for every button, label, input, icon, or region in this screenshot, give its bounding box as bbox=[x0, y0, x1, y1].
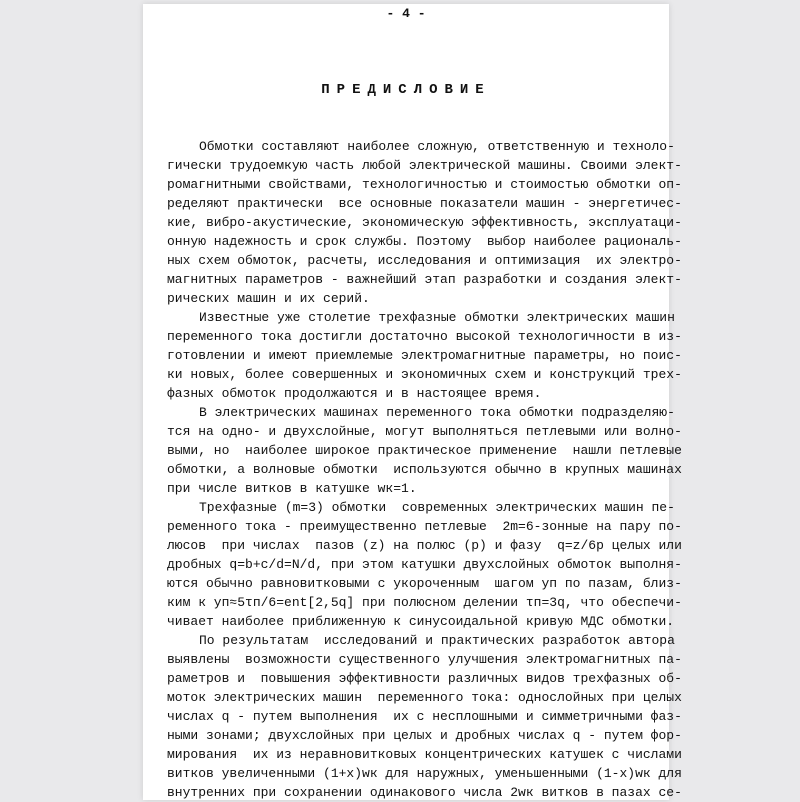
text-line: переменного тока достигли достаточно высокой технологичности в из- bbox=[167, 329, 682, 344]
paragraph bbox=[167, 631, 682, 802]
paragraph bbox=[167, 403, 682, 498]
text-line: онную надежность и срок службы. Поэтому выбор наиболее рациональ- bbox=[167, 234, 682, 249]
page-number: - 4 - bbox=[386, 6, 426, 21]
text-line: ределяют практически все основные показатели машин - энергетичес- bbox=[167, 196, 682, 211]
document-page bbox=[143, 4, 682, 800]
text-line: Известные уже столетие трехфазные обмотки электрических машин bbox=[199, 310, 675, 325]
text-line: ки новых, более совершенных и экономичных схем и конструкций трех- bbox=[167, 367, 682, 382]
text-line: рических машин и их серий. bbox=[167, 291, 370, 306]
text-line: числах q - путем выполнения их с несплошными и симметричными фаз- bbox=[167, 709, 682, 724]
text-line: при числе витков в катушке wк=1. bbox=[167, 481, 417, 496]
text-line: ким к yп≈5τп/6=ent[2,5q] при полюсном делении τп=3q, что обеспечи- bbox=[167, 595, 682, 610]
text-line: витков увеличенными (1+x)wк для наружных, уменьшенными (1-x)wк для bbox=[167, 766, 682, 781]
text-line: тся на одно- и двухслойные, могут выполняться петлевыми или волно- bbox=[167, 424, 682, 439]
paragraph bbox=[167, 308, 682, 403]
text-line: чивает наиболее приближенную к синусоидальной кривую МДС обмотки. bbox=[167, 614, 675, 629]
paragraph bbox=[167, 498, 682, 631]
text-line: ются обычно равновитковыми с укороченным шагом yп по пазам, близ- bbox=[167, 576, 682, 591]
text-line: Трехфазные (m=3) обмотки современных электрических машин пе- bbox=[199, 500, 675, 515]
text-line: люсов при числах пазов (z) на полюс (p) и фазу q=z/6p целых или bbox=[167, 538, 682, 553]
text-line: В электрических машинах переменного тока обмотки подразделяю- bbox=[199, 405, 675, 420]
document-body bbox=[167, 137, 682, 802]
text-line: обмотки, а волновые обмотки используются обычно в крупных машинах bbox=[167, 462, 682, 477]
text-line: Обмотки составляют наиболее сложную, ответственную и техноло- bbox=[199, 139, 675, 154]
text-line: магнитных параметров - важнейший этап разработки и создания элект- bbox=[167, 272, 682, 287]
text-line: готовлении и имеют приемлемые электромагнитные параметры, но поис- bbox=[167, 348, 682, 363]
text-line: По результатам исследований и практических разработок автора bbox=[199, 633, 675, 648]
text-line: фазных обмоток продолжаются и в настоящее время. bbox=[167, 386, 542, 401]
text-line: ромагнитными свойствами, технологичностью и стоимостью обмотки оп- bbox=[167, 177, 682, 192]
text-line: гически трудоемкую часть любой электрической машины. Своими элект- bbox=[167, 158, 682, 173]
paragraph bbox=[167, 137, 682, 308]
text-line: ными зонами; двухслойных при целых и дробных числах q - путем фор- bbox=[167, 728, 682, 743]
text-line: кие, вибро-акустические, экономическую эффективность, эксплуатаци- bbox=[167, 215, 682, 230]
text-line: раметров и повышения эффективности различных видов трехфазных об- bbox=[167, 671, 682, 686]
text-line: мирования их из неравновитковых концентрических катушек с числами bbox=[167, 747, 682, 762]
text-line: дробных q=b+c/d=N/d, при этом катушки двухслойных обмоток выполня- bbox=[167, 557, 682, 572]
page-title: ПРЕДИСЛОВИЕ bbox=[321, 82, 491, 98]
text-line: внутренних при сохранении одинакового числа 2wк витков в пазах се- bbox=[167, 785, 682, 800]
text-line: выявлены возможности существенного улучшения электромагнитных па- bbox=[167, 652, 682, 667]
text-line: ременного тока - преимущественно петлевые 2m=6-зонные на пару по- bbox=[167, 519, 682, 534]
text-line: ных схем обмоток, расчеты, исследования и оптимизация их электро- bbox=[167, 253, 682, 268]
text-line: моток электрических машин переменного тока: однослойных при целых bbox=[167, 690, 682, 705]
text-line: выми, но наиболее широкое практическое применение нашли петлевые bbox=[167, 443, 682, 458]
